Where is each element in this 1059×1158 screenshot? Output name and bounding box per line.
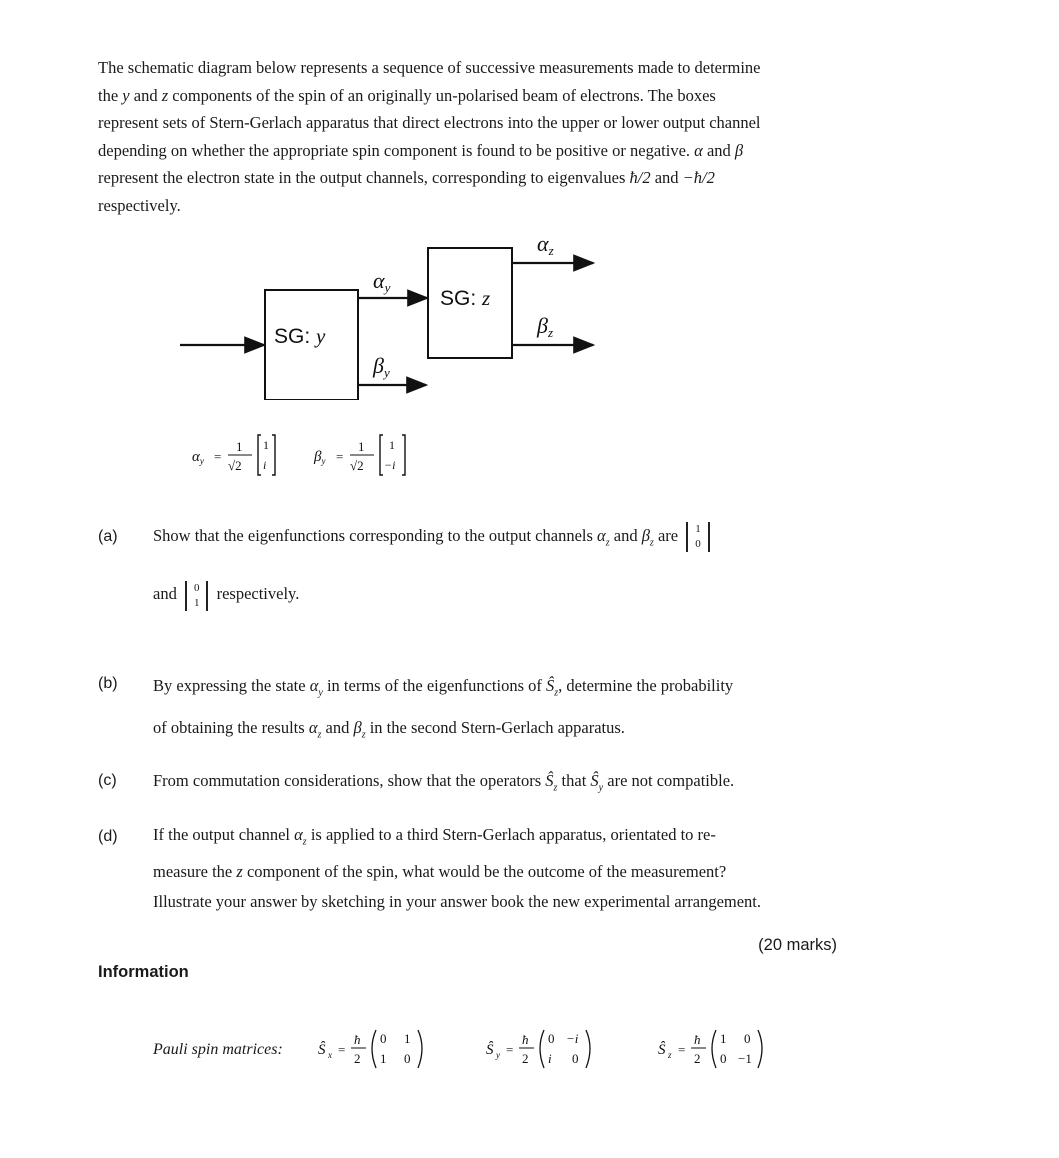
beta-z-label: βz [537, 313, 554, 340]
question-d-label: (d) [98, 828, 118, 845]
question-c-label: (c) [98, 772, 117, 789]
pauli-sz-entry-11: −1 [738, 1051, 752, 1066]
pauli-sx-paren-left [372, 1030, 376, 1068]
question-d-text [153, 820, 843, 917]
pauli-sx-operator: Ŝ [318, 1042, 326, 1058]
question-b-line-2: of obtaining the results $\alpha_z$ and $\beta_z$ in the second Stern-Gerlach apparatus. [153, 718, 625, 741]
pauli-sx-entry-00: 0 [380, 1031, 387, 1046]
pauli-sz-entry-01: 0 [744, 1031, 751, 1046]
state-definitions-svg [188, 425, 428, 485]
beta-y-vec-top: 1 [389, 438, 395, 452]
question-b-line-1: By expressing the state $\alpha_y$ in terms of the eigenfunctions of $Ŝ_z$, determine the probability [153, 676, 734, 699]
alpha-y-vec-bottom: i [263, 458, 267, 472]
question-a-label: (a) [98, 528, 118, 545]
question-b-text [153, 668, 843, 753]
vector-0-1: 0 1 [185, 581, 209, 611]
pauli-sx-hbar: ħ [354, 1032, 361, 1047]
intro-line-4: depending on whether the appropriate spin component is found to be positive or negative. α and β [98, 140, 744, 160]
pauli-sy-two: 2 [522, 1051, 529, 1066]
state-definitions [188, 425, 428, 490]
pauli-sz-equals: = [678, 1042, 686, 1057]
alpha-y-denominator: √2 [228, 458, 242, 473]
alpha-y-equals: = [214, 449, 222, 464]
question-d-line-1: If the output channel $\alpha_z$ is applied to a third Stern-Gerlach apparatus, orientated to re- [153, 825, 716, 848]
pauli-sy-subscript: y [496, 1050, 500, 1060]
pauli-label: Pauli spin matrices: [153, 1041, 283, 1058]
beta-y-symbol: $\beta_y$ [314, 449, 326, 466]
pauli-sx-entry-11: 0 [404, 1051, 411, 1066]
sg-y-label: SG: y [274, 324, 326, 348]
alpha-y-numerator: 1 [236, 439, 243, 454]
question-a-line-1: Show that the eigenfunctions corresponding to the output channels $\alpha_z$ and $\beta_z$ are 1 0 [153, 520, 843, 558]
pauli-sz-entry-00: 1 [720, 1031, 727, 1046]
sg-z-label: SG: z [440, 286, 491, 310]
beta-y-bracket-left [380, 435, 383, 475]
beta-y-bracket-right [402, 435, 405, 475]
pauli-sy-entry-11: 0 [572, 1051, 579, 1066]
beta-y-label: βy [373, 353, 390, 380]
intro-line-5: represent the electron state in the output channels, corresponding to eigenvalues ħ/2 and −ħ/2 [98, 168, 715, 187]
pauli-sy-paren-right [586, 1030, 590, 1068]
beta-y-equals: = [336, 449, 344, 464]
pauli-sy-entry-10: i [548, 1051, 552, 1066]
pauli-sz-two: 2 [694, 1051, 701, 1066]
question-c-text: From commutation considerations, show that the operators $Ŝ_z$ that $Ŝ_y$ are not compatible. [153, 771, 735, 794]
pauli-sx-equals: = [338, 1042, 346, 1057]
alpha-z-label: αz [537, 231, 554, 258]
pauli-sy-hbar: ħ [522, 1032, 529, 1047]
pauli-sy-entry-01: −i [566, 1031, 579, 1046]
pauli-sy-operator: Ŝ [486, 1042, 494, 1058]
alpha-y-bracket-right [272, 435, 275, 475]
intro-line-3: represent sets of Stern-Gerlach apparatus that direct electrons into the upper or lower output channel [98, 113, 761, 132]
question-a-line-2: and 0 1 respectively. [153, 581, 300, 609]
pauli-sx-subscript: x [328, 1050, 332, 1060]
pauli-matrices-svg [318, 1018, 778, 1078]
pauli-sy-equals: = [506, 1042, 514, 1057]
pauli-sx-entry-10: 1 [380, 1051, 387, 1066]
diagram-svg [170, 230, 610, 400]
alpha-y-vec-top: 1 [263, 438, 269, 452]
information-heading: Information [98, 963, 189, 981]
intro-line-1: The schematic diagram below represents a sequence of successive measurements made to determine [98, 58, 761, 77]
alpha-y-symbol: $\alpha_y$ [192, 449, 204, 466]
pauli-matrices [318, 1018, 778, 1083]
stern-gerlach-diagram [170, 230, 610, 405]
intro-line-6: respectively. [98, 195, 181, 215]
question-d-line-2: measure the z component of the spin, what would be the outcome of the measurement? [153, 862, 727, 882]
beta-y-vec-bottom: −i [384, 458, 396, 472]
beta-y-numerator: 1 [358, 439, 365, 454]
pauli-sz-entry-10: 0 [720, 1051, 727, 1066]
marks-label: (20 marks) [758, 936, 837, 954]
pauli-sx-two: 2 [354, 1051, 361, 1066]
pauli-sy-entry-00: 0 [548, 1031, 555, 1046]
question-a-text [153, 520, 843, 611]
pauli-sx-entry-01: 1 [404, 1031, 411, 1046]
intro-line-2: the y and z components of the spin of an originally un-polarised beam of electrons. The boxes [98, 85, 716, 105]
question-d-line-3: Illustrate your answer by sketching in your answer book the new experimental arrangement. [153, 892, 762, 912]
pauli-sz-hbar: ħ [694, 1032, 701, 1047]
pauli-sz-subscript: z [668, 1050, 672, 1060]
pauli-sx-paren-right [418, 1030, 422, 1068]
vector-1-0: 1 0 [686, 522, 710, 552]
pauli-sz-paren-left [712, 1030, 716, 1068]
alpha-y-bracket-left [258, 435, 261, 475]
alpha-y-label: αy [373, 268, 391, 295]
pauli-sz-operator: Ŝ [658, 1042, 666, 1058]
question-b-label: (b) [98, 675, 118, 692]
pauli-sy-paren-left [540, 1030, 544, 1068]
intro-paragraph [98, 54, 838, 219]
beta-y-denominator: √2 [350, 458, 364, 473]
pauli-sz-paren-right [758, 1030, 762, 1068]
